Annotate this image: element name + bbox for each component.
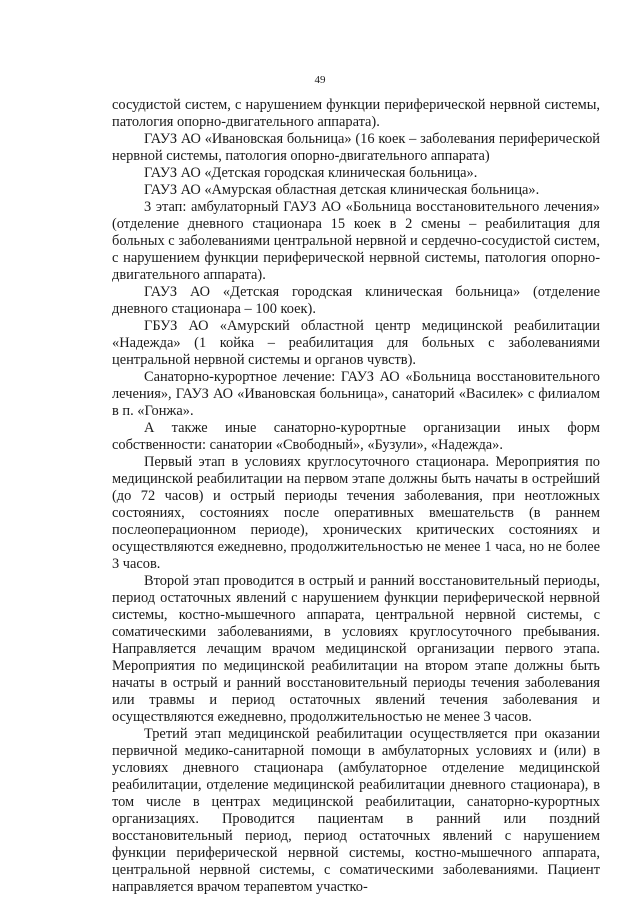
paragraph: 3 этап: амбулаторный ГАУЗ АО «Больница восстановительного лечения» (отделение дневного стационара 15 коек в 2 смены – реабилитация для больных с заболеваниями центральной нервной и сердечно-сосудистой систем, с нарушением функции периферической нервной системы, патология опорно-двигательного аппарата).: [112, 199, 600, 283]
paragraph: ГАУЗ АО «Детская городская клиническая больница» (отделение дневного стационара – 100 коек).: [112, 284, 600, 317]
paragraph: ГАУЗ АО «Детская городская клиническая больница».: [144, 165, 478, 181]
page-number: 49: [314, 74, 326, 86]
paragraph: Санаторно-курортное лечение: ГАУЗ АО «Больница восстановительного лечения», ГАУЗ АО «Ивановская больница», санаторий «Василек» с филиалом в п. «Гонжа».: [112, 369, 600, 419]
paragraph: ГАУЗ АО «Амурская областная детская клиническая больница».: [144, 182, 540, 198]
paragraph: Второй этап проводится в острый и ранний восстановительный периоды, период остаточных явлений с нарушением функции периферической нервной системы, костно-мышечного аппарата, центральной нервной системы, с соматическими заболеваниями, в условиях круглосуточного пребывания. Направляется лечащим врачом медицинской организации первого этапа. Мероприятия по медицинской реабилитации на втором этапе должны быть начаты в острый и ранний восстановительный периоды течения заболевания или травмы и период остаточных явлений течения заболевания и осуществляются ежедневно, продолжительностью не менее 3 часов.: [112, 573, 600, 725]
paragraph: А также иные санаторно-курортные организации иных форм собственности: санатории «Свободный», «Бузули», «Надежда».: [112, 420, 600, 453]
paragraph: сосудистой систем, с нарушением функции периферической нервной системы, патология опорно-двигательного аппарата).: [112, 97, 600, 130]
paragraph: Третий этап медицинской реабилитации осуществляется при оказании первичной медико-санитарной помощи в амбулаторных условиях и (или) в условиях дневного стационара (амбулаторное отделение медицинской реабилитации, отделение медицинской реабилитации дневного стационара), в том числе в центрах медицинской реабилитации, санаторно-курортных организациях. Проводится пациентам в ранний или поздний восстановительный период, период остаточных явлений с нарушением функции периферической нервной системы, костно-мышечного аппарата, центральной нервной системы, с соматическими заболеваниями. Пациент направляется врачом терапевтом участко-: [112, 726, 600, 895]
document-body: [112, 97, 600, 896]
paragraph: ГБУЗ АО «Амурский областной центр медицинской реабилитации «Надежда» (1 койка – реабилитация для больных с заболеваниями центральной нервной системы и органов чувств).: [112, 318, 600, 368]
paragraph: Первый этап в условиях круглосуточного стационара. Мероприятия по медицинской реабилитации на первом этапе должны быть начаты в острейший (до 72 часов) и острый периоды течения заболевания, при неотложных состояниях, состояниях после оперативных вмешательств (в раннем послеоперационном периоде), хронических критических состояниях и осуществляются ежедневно, продолжительностью не менее 1 часа, но не более 3 часов.: [112, 454, 600, 572]
paragraph: ГАУЗ АО «Ивановская больница» (16 коек – заболевания периферической нервной системы, патология опорно-двигательного аппарата): [112, 131, 600, 164]
